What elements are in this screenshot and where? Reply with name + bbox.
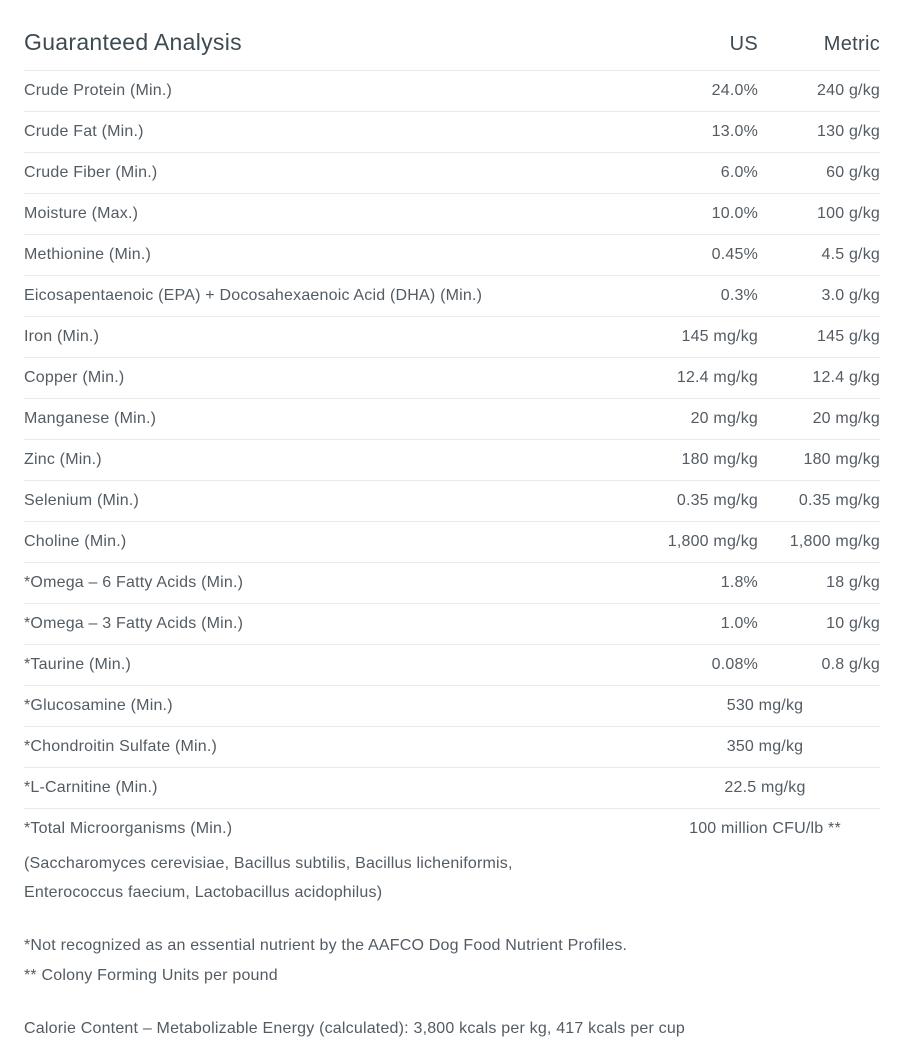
nutrient-name: Crude Fat (Min.) — [24, 123, 144, 140]
metric-value: 145 g/kg — [817, 328, 880, 345]
nutrient-name: Iron (Min.) — [24, 328, 100, 345]
column-header-metric: Metric — [823, 33, 880, 55]
nutrient-name: Methionine (Min.) — [24, 246, 152, 263]
table-row — [24, 153, 880, 194]
us-value: 6.0% — [720, 164, 758, 181]
merged-value: 100 million CFU/lb ** — [689, 820, 841, 837]
table-row — [24, 481, 880, 522]
us-value: 24.0% — [711, 82, 758, 99]
table-row — [24, 194, 880, 235]
metric-value: 3.0 g/kg — [821, 287, 880, 304]
table-row — [24, 727, 880, 768]
table-row — [24, 522, 880, 563]
metric-value: 10 g/kg — [826, 615, 880, 632]
nutrient-name: *L-Carnitine (Min.) — [24, 779, 158, 796]
table-row — [24, 399, 880, 440]
us-value: 1,800 mg/kg — [667, 533, 758, 550]
us-value: 13.0% — [711, 123, 758, 140]
us-value: 20 mg/kg — [690, 410, 758, 427]
us-value: 0.35 mg/kg — [676, 492, 758, 509]
us-value: 1.0% — [720, 615, 758, 632]
nutrient-name: Eicosapentaenoic (EPA) + Docosahexaenoic Acid (DHA) (Min.) — [24, 287, 483, 304]
table-row — [24, 768, 880, 809]
footnote-aafco: *Not recognized as an essential nutrient by the AAFCO Dog Food Nutrient Profiles. — [24, 937, 628, 954]
metric-value: 4.5 g/kg — [821, 246, 880, 263]
table-row — [24, 645, 880, 686]
merged-value: 22.5 mg/kg — [724, 779, 806, 796]
table-row — [24, 71, 880, 112]
nutrient-name: *Omega – 6 Fatty Acids (Min.) — [24, 574, 244, 591]
calorie-content: Calorie Content – Metabolizable Energy (calculated): 3,800 kcals per kg, 417 kcals per cup — [24, 1020, 686, 1037]
nutrient-name: *Omega – 3 Fatty Acids (Min.) — [24, 615, 244, 632]
nutrient-name: Manganese (Min.) — [24, 410, 157, 427]
nutrient-name: *Chondroitin Sulfate (Min.) — [24, 738, 218, 755]
table-row — [24, 686, 880, 727]
metric-value: 1,800 mg/kg — [789, 533, 880, 550]
footnotes — [24, 931, 880, 991]
nutrient-name: Crude Protein (Min.) — [24, 82, 173, 99]
microorganism-species-line: (Saccharomyces cerevisiae, Bacillus subtilis, Bacillus licheniformis, — [24, 855, 513, 872]
microorganism-species-line: Enterococcus faecium, Lactobacillus acidophilus) — [24, 884, 383, 901]
table-row — [24, 317, 880, 358]
column-header-us: US — [729, 33, 758, 55]
us-value: 12.4 mg/kg — [676, 369, 758, 386]
section-title: Guaranteed Analysis — [24, 29, 242, 55]
us-value: 10.0% — [711, 205, 758, 222]
metric-value: 0.8 g/kg — [821, 656, 880, 673]
metric-value: 20 mg/kg — [812, 410, 880, 427]
metric-value: 0.35 mg/kg — [798, 492, 880, 509]
table-row — [24, 235, 880, 276]
metric-value: 18 g/kg — [826, 574, 880, 591]
us-value: 180 mg/kg — [681, 451, 758, 468]
nutrient-name: Moisture (Max.) — [24, 205, 139, 222]
nutrient-name: *Taurine (Min.) — [24, 656, 132, 673]
nutrient-name: *Total Microorganisms (Min.) — [24, 820, 233, 837]
nutrient-name: Crude Fiber (Min.) — [24, 164, 158, 181]
us-value: 0.45% — [711, 246, 758, 263]
us-value: 145 mg/kg — [681, 328, 758, 345]
nutrient-name: *Glucosamine (Min.) — [24, 697, 173, 714]
metric-value: 12.4 g/kg — [812, 369, 880, 386]
us-value: 0.3% — [720, 287, 758, 304]
merged-value: 350 mg/kg — [726, 738, 804, 755]
table-row — [24, 604, 880, 645]
table-row — [24, 563, 880, 604]
footnote-cfu: ** Colony Forming Units per pound — [24, 967, 278, 984]
metric-value: 60 g/kg — [826, 164, 880, 181]
table-row — [24, 809, 880, 909]
us-value: 0.08% — [711, 656, 758, 673]
table-row — [24, 276, 880, 317]
us-value: 1.8% — [720, 574, 758, 591]
table-row — [24, 112, 880, 153]
table-row — [24, 358, 880, 399]
metric-value: 100 g/kg — [817, 205, 880, 222]
merged-value: 530 mg/kg — [726, 697, 804, 714]
metric-value: 130 g/kg — [817, 123, 880, 140]
metric-value: 240 g/kg — [817, 82, 880, 99]
table-row — [24, 440, 880, 481]
nutrient-name: Zinc (Min.) — [24, 451, 102, 468]
nutrient-name: Copper (Min.) — [24, 369, 125, 386]
metric-value: 180 mg/kg — [803, 451, 880, 468]
nutrient-name: Selenium (Min.) — [24, 492, 140, 509]
nutrient-name: Choline (Min.) — [24, 533, 127, 550]
table-header — [24, 0, 880, 71]
analysis-rows — [24, 71, 880, 909]
